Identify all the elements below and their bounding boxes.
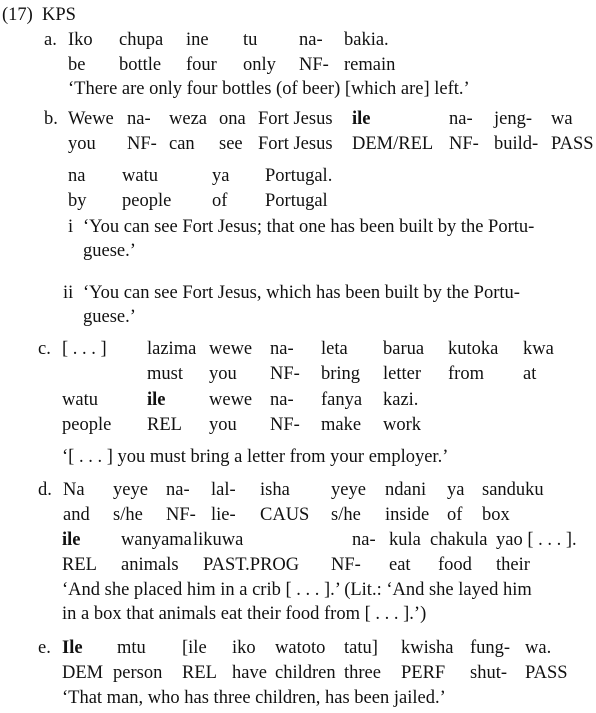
object-word: yeye [113,480,148,500]
gloss-word: eat [389,555,411,575]
free-translation: ‘[ . . . ] you must bring a letter from your employer.’ [62,447,449,467]
item-label: a. [44,30,57,50]
gloss-word: shut- [470,663,507,683]
object-word: iko [232,638,256,658]
gloss-word: three [344,663,381,683]
reading-translation: guese.’ [83,241,136,261]
object-word: na- [270,339,294,359]
item-label: c. [38,339,51,359]
object-word: na- [299,30,323,50]
gloss-word: build- [494,134,539,154]
reading-translation: guese.’ [83,307,136,327]
gloss-word: lie- [211,505,236,525]
gloss-word: DEM [62,663,104,683]
free-translation: in a box that animals eat their food from [ . . . ].’) [62,604,427,624]
object-word: weza [169,109,207,129]
object-word: leta [321,339,348,359]
object-word: ile [62,530,81,550]
item-label: d. [38,480,52,500]
object-word: na [68,166,86,186]
gloss-word: NF- [449,134,479,154]
object-word: yao [ . . . ]. [496,530,577,550]
object-word: ya [447,480,465,500]
object-word: [ . . . ] [62,339,107,359]
object-word: kwisha [401,638,454,658]
gloss-word: s/he [331,505,361,525]
gloss-word: of [212,191,228,211]
gloss-word: people [62,415,112,435]
item-label: e. [38,638,51,658]
object-word: na- [127,109,151,129]
object-word: wa. [525,638,552,658]
gloss-word: NF- [166,505,196,525]
object-word: lazima [147,339,197,359]
gloss-word: CAUS [260,505,310,525]
gloss-word: of [447,505,463,525]
gloss-word: by [68,191,87,211]
object-word: tu [243,30,258,50]
reading-translation: ‘You can see Fort Jesus; that one has been built by the Portu- [83,217,535,237]
object-word: watoto [275,638,326,658]
example-source: KPS [42,5,76,25]
object-word: na- [449,109,473,129]
gloss-word: bring [321,364,361,384]
object-word: barua [383,339,425,359]
gloss-word: only [243,55,276,75]
object-word: ile [147,390,166,410]
gloss-word: NF- [331,555,361,575]
object-word: ine [186,30,209,50]
gloss-word: their [496,555,530,575]
example-number: (17) [2,5,33,25]
gloss-word: person [113,663,163,683]
object-word: Wewe [68,109,114,129]
gloss-word: letter [383,364,422,384]
object-word: chakula [430,530,488,550]
gloss-word: you [209,364,237,384]
gloss-word: must [147,364,183,384]
gloss-word: NF- [299,55,329,75]
free-translation: ‘And she placed him in a crib [ . . . ].’ (Lit.: ‘And she layed him [62,580,532,600]
object-word: wa [551,109,573,129]
object-word: chupa [119,30,164,50]
object-word: ile [352,109,371,129]
gloss-word: NF- [270,415,300,435]
gloss-word: have [232,663,267,683]
gloss-word: Fort Jesus [258,134,333,154]
object-word: kula [389,530,421,550]
gloss-word: remain [344,55,396,75]
gloss-word: and [63,505,90,525]
object-word: isha [260,480,290,500]
object-word: bakia. [344,30,389,50]
gloss-word: PAST.PROG [203,555,300,575]
object-word: watu [62,390,98,410]
object-word: wewe [209,390,253,410]
gloss-word: see [219,134,243,154]
object-word: Ile [62,638,83,658]
object-word: Portugal. [265,166,333,186]
gloss-word: NF- [127,134,157,154]
gloss-word: can [169,134,195,154]
object-word: na- [166,480,190,500]
object-word: kwa [523,339,554,359]
gloss-word: DEM/REL [352,134,434,154]
gloss-word: NF- [270,364,300,384]
gloss-word: inside [385,505,430,525]
object-word: fanya [321,390,363,410]
object-word: na- [352,530,376,550]
gloss-word: PERF [401,663,446,683]
object-word: Na [63,480,85,500]
object-word: fung- [470,638,511,658]
object-word: Fort Jesus [258,109,333,129]
object-word: watu [122,166,158,186]
gloss-word: box [482,505,510,525]
object-word: Iko [68,30,93,50]
gloss-word: from [448,364,484,384]
object-word: ya [212,166,230,186]
object-word: wanyama [121,530,192,550]
object-word: yeye [331,480,366,500]
gloss-word: make [321,415,362,435]
object-word: jeng- [494,109,533,129]
object-word: lal- [211,480,236,500]
object-word: mtu [117,638,146,658]
reading-label: i [68,217,74,237]
gloss-word: at [523,364,537,384]
object-word: ndani [385,480,427,500]
gloss-word: REL [182,663,217,683]
gloss-word: children [275,663,336,683]
object-word: kazi. [383,390,419,410]
object-word: likuwa [193,530,244,550]
reading-label: ii [63,283,74,303]
gloss-word: REL [147,415,182,435]
gloss-word: work [383,415,422,435]
gloss-word: bottle [119,55,162,75]
object-word: ona [219,109,246,129]
gloss-word: s/he [113,505,143,525]
object-word: tatu] [344,638,378,658]
object-word: [ile [182,638,207,658]
gloss-word: four [186,55,217,75]
gloss-word: food [438,555,472,575]
gloss-word: be [68,55,86,75]
reading-translation: ‘You can see Fort Jesus, which has been built by the Portu- [83,283,520,303]
gloss-word: Portugal [265,191,328,211]
gloss-word: animals [121,555,179,575]
gloss-word: PASS [525,663,568,683]
gloss-word: people [122,191,172,211]
free-translation: ‘That man, who has three children, has been jailed.’ [62,688,446,708]
free-translation: ‘There are only four bottles (of beer) [which are] left.’ [68,79,470,99]
gloss-word: you [68,134,96,154]
object-word: na- [270,390,294,410]
gloss-word: PASS [551,134,594,154]
gloss-word: REL [62,555,97,575]
gloss-word: you [209,415,237,435]
object-word: kutoka [448,339,499,359]
object-word: sanduku [482,480,544,500]
object-word: wewe [209,339,253,359]
item-label: b. [44,109,58,129]
